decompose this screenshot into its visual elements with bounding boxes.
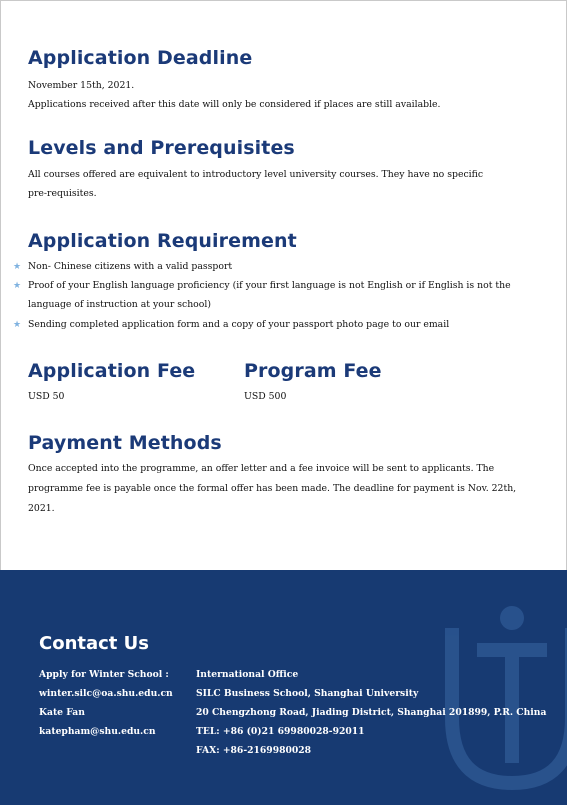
payment-heading: Payment Methods xyxy=(28,432,222,454)
requirement-heading: Application Requirement xyxy=(28,230,297,252)
star-icon: ★ xyxy=(13,262,22,272)
levels-line1: All courses offered are equivalent to introductory level university courses. They have no specific xyxy=(28,169,484,180)
levels-heading: Levels and Prerequisites xyxy=(28,137,295,159)
contact-footer xyxy=(0,570,567,805)
contact-email-1[interactable]: winter.silc@oa.shu.edu.cn xyxy=(39,688,173,699)
contact-name: Kate Fan xyxy=(39,707,85,718)
star-icon: ★ xyxy=(13,320,22,330)
office-school: SILC Business School, Shanghai University xyxy=(196,688,419,699)
star-icon: ★ xyxy=(13,281,22,291)
application-fee-value: USD 50 xyxy=(28,391,65,402)
requirement-item-2-line2: language of instruction at your school) xyxy=(28,299,211,310)
contact-apply-label: Apply for Winter School : xyxy=(39,669,169,680)
office-address: 20 Chengzhong Road, Jiading District, Shanghai 201899, P.R. China xyxy=(196,707,547,718)
office-tel: TEL: +86 (0)21 69980028-92011 xyxy=(196,726,365,737)
requirement-item-1: Non- Chinese citizens with a valid passport xyxy=(28,261,233,272)
payment-line3: 2021. xyxy=(28,503,55,514)
requirement-item-2-line1: Proof of your English language proficiency (if your first language is not English or if English is not the xyxy=(28,280,511,291)
contact-heading: Contact Us xyxy=(39,633,150,654)
deadline-note: Applications received after this date will only be considered if places are still available. xyxy=(28,99,441,110)
requirement-item-3: Sending completed application form and a copy of your passport photo page to our email xyxy=(28,319,450,330)
program-fee-heading: Program Fee xyxy=(244,360,382,382)
deadline-heading: Application Deadline xyxy=(28,47,253,69)
levels-line2: pre-requisites. xyxy=(28,188,97,199)
deadline-date: November 15th, 2021. xyxy=(28,80,135,91)
payment-line1: Once accepted into the programme, an offer letter and a fee invoice will be sent to applicants. The xyxy=(28,463,495,474)
office-name: International Office xyxy=(196,669,299,680)
office-fax: FAX: +86-2169980028 xyxy=(196,745,312,756)
program-fee-value: USD 500 xyxy=(244,391,287,402)
contact-email-2[interactable]: katepham@shu.edu.cn xyxy=(39,726,156,737)
university-logo xyxy=(427,588,567,798)
payment-line2: programme fee is payable once the formal offer has been made. The deadline for payment is Nov. 22th, xyxy=(28,483,517,494)
application-fee-heading: Application Fee xyxy=(28,360,196,382)
